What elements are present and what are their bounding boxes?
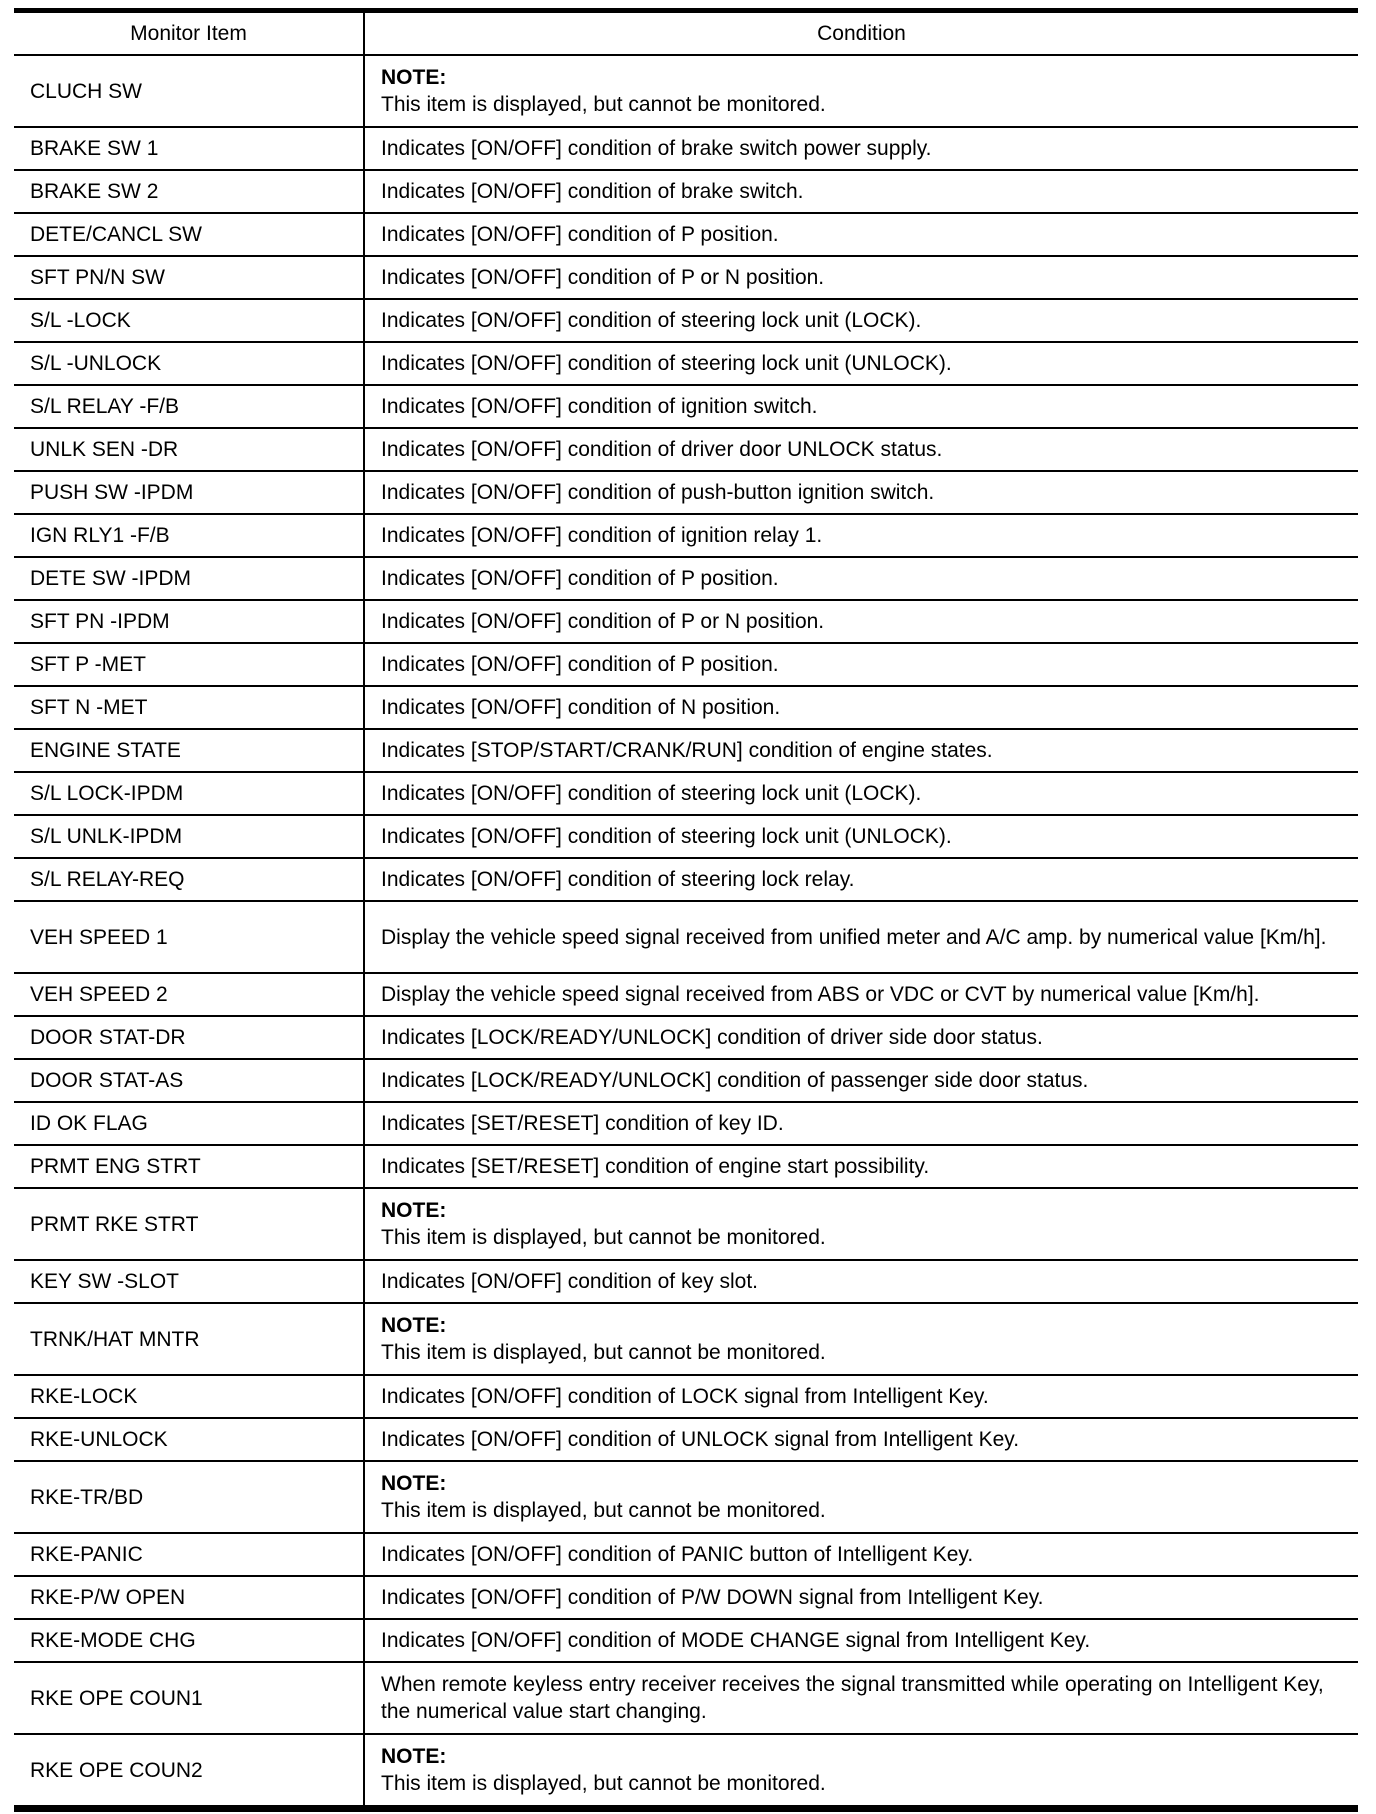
- table-row: [14, 1662, 1358, 1734]
- header-condition: Condition: [364, 11, 1358, 56]
- condition-cell: Indicates [ON/OFF] condition of P/W DOWN signal from Intelligent Key.: [364, 1576, 1358, 1619]
- monitor-item-cell: DETE SW -IPDM: [14, 557, 364, 600]
- table-row: [14, 170, 1358, 213]
- condition-cell: Indicates [SET/RESET] condition of engine start possibility.: [364, 1145, 1358, 1188]
- monitor-item-cell: BRAKE SW 1: [14, 127, 364, 170]
- monitor-item-cell: S/L LOCK-IPDM: [14, 772, 364, 815]
- table-row: [14, 1734, 1358, 1809]
- table-row: [14, 901, 1358, 973]
- table-row: [14, 1418, 1358, 1461]
- table-row: [14, 1576, 1358, 1619]
- monitor-item-cell: RKE-MODE CHG: [14, 1619, 364, 1662]
- condition-cell: Indicates [ON/OFF] condition of ignition switch.: [364, 385, 1358, 428]
- table-row: [14, 55, 1358, 127]
- condition-cell: Indicates [ON/OFF] condition of push-button ignition switch.: [364, 471, 1358, 514]
- condition-cell: Indicates [LOCK/READY/UNLOCK] condition of passenger side door status.: [364, 1059, 1358, 1102]
- monitor-item-cell: S/L RELAY-REQ: [14, 858, 364, 901]
- table-row: [14, 973, 1358, 1016]
- condition-cell: Indicates [ON/OFF] condition of PANIC button of Intelligent Key.: [364, 1533, 1358, 1576]
- table-row: [14, 772, 1358, 815]
- table-row: [14, 729, 1358, 772]
- condition-cell: When remote keyless entry receiver receives the signal transmitted while operating on Intelligent Key, the numerical value start changing.: [364, 1662, 1358, 1734]
- condition-cell: Display the vehicle speed signal received from ABS or VDC or CVT by numerical value [Km/h].: [364, 973, 1358, 1016]
- condition-cell: [364, 1188, 1358, 1260]
- condition-cell: Indicates [ON/OFF] condition of brake switch power supply.: [364, 127, 1358, 170]
- note-text: This item is displayed, but cannot be monitored.: [381, 1499, 826, 1522]
- header-monitor-item: Monitor Item: [14, 11, 364, 56]
- monitor-item-cell: PUSH SW -IPDM: [14, 471, 364, 514]
- monitor-item-cell: KEY SW -SLOT: [14, 1260, 364, 1303]
- condition-cell: [364, 1461, 1358, 1533]
- condition-cell: Indicates [ON/OFF] condition of steering lock unit (LOCK).: [364, 299, 1358, 342]
- note-text: This item is displayed, but cannot be monitored.: [381, 93, 826, 116]
- table-row: [14, 471, 1358, 514]
- monitor-item-cell: RKE-P/W OPEN: [14, 1576, 364, 1619]
- condition-cell: [364, 1303, 1358, 1375]
- table-row: [14, 1016, 1358, 1059]
- monitor-item-cell: TRNK/HAT MNTR: [14, 1303, 364, 1375]
- monitor-item-cell: RKE-LOCK: [14, 1375, 364, 1418]
- condition-cell: Indicates [ON/OFF] condition of UNLOCK signal from Intelligent Key.: [364, 1418, 1358, 1461]
- condition-cell: [364, 1734, 1358, 1809]
- table-row: [14, 514, 1358, 557]
- note-label: NOTE:: [381, 1745, 447, 1768]
- monitor-item-cell: SFT P -MET: [14, 643, 364, 686]
- condition-cell: Indicates [ON/OFF] condition of steering lock unit (UNLOCK).: [364, 815, 1358, 858]
- table-row: [14, 1102, 1358, 1145]
- condition-cell: Indicates [ON/OFF] condition of key slot.: [364, 1260, 1358, 1303]
- condition-cell: Indicates [ON/OFF] condition of N position.: [364, 686, 1358, 729]
- table-row: [14, 428, 1358, 471]
- condition-cell: Indicates [ON/OFF] condition of LOCK signal from Intelligent Key.: [364, 1375, 1358, 1418]
- monitor-item-cell: UNLK SEN -DR: [14, 428, 364, 471]
- monitor-item-cell: S/L -LOCK: [14, 299, 364, 342]
- table-row: [14, 1145, 1358, 1188]
- table-row: [14, 256, 1358, 299]
- table-row: [14, 213, 1358, 256]
- monitor-item-cell: IGN RLY1 -F/B: [14, 514, 364, 557]
- table-row: [14, 1303, 1358, 1375]
- monitor-item-cell: DOOR STAT-DR: [14, 1016, 364, 1059]
- monitor-item-cell: DETE/CANCL SW: [14, 213, 364, 256]
- condition-cell: [364, 55, 1358, 127]
- monitor-item-cell: ENGINE STATE: [14, 729, 364, 772]
- monitor-item-cell: BRAKE SW 2: [14, 170, 364, 213]
- condition-cell: Indicates [ON/OFF] condition of P or N position.: [364, 256, 1358, 299]
- condition-cell: Indicates [ON/OFF] condition of ignition relay 1.: [364, 514, 1358, 557]
- monitor-item-cell: SFT PN -IPDM: [14, 600, 364, 643]
- monitor-item-cell: PRMT ENG STRT: [14, 1145, 364, 1188]
- monitor-item-cell: DOOR STAT-AS: [14, 1059, 364, 1102]
- condition-cell: Indicates [ON/OFF] condition of driver door UNLOCK status.: [364, 428, 1358, 471]
- condition-cell: Indicates [ON/OFF] condition of steering lock relay.: [364, 858, 1358, 901]
- table-row: [14, 342, 1358, 385]
- table-row: [14, 815, 1358, 858]
- monitor-item-cell: RKE OPE COUN1: [14, 1662, 364, 1734]
- note-text: This item is displayed, but cannot be monitored.: [381, 1226, 826, 1249]
- monitor-item-cell: SFT N -MET: [14, 686, 364, 729]
- monitor-item-cell: PRMT RKE STRT: [14, 1188, 364, 1260]
- condition-cell: Indicates [SET/RESET] condition of key ID.: [364, 1102, 1358, 1145]
- table-row: [14, 686, 1358, 729]
- monitor-item-cell: S/L RELAY -F/B: [14, 385, 364, 428]
- monitor-item-cell: RKE-PANIC: [14, 1533, 364, 1576]
- table-row: [14, 1260, 1358, 1303]
- condition-cell: Indicates [ON/OFF] condition of MODE CHANGE signal from Intelligent Key.: [364, 1619, 1358, 1662]
- table-row: [14, 127, 1358, 170]
- monitor-item-table: [14, 8, 1358, 1812]
- condition-cell: Indicates [STOP/START/CRANK/RUN] condition of engine states.: [364, 729, 1358, 772]
- condition-cell: Indicates [ON/OFF] condition of steering lock unit (UNLOCK).: [364, 342, 1358, 385]
- condition-cell: Indicates [ON/OFF] condition of brake switch.: [364, 170, 1358, 213]
- condition-cell: Indicates [ON/OFF] condition of P position.: [364, 213, 1358, 256]
- table-row: [14, 1461, 1358, 1533]
- condition-cell: Indicates [LOCK/READY/UNLOCK] condition of driver side door status.: [364, 1016, 1358, 1059]
- table-row: [14, 1375, 1358, 1418]
- monitor-item-cell: SFT PN/N SW: [14, 256, 364, 299]
- table-row: [14, 557, 1358, 600]
- condition-cell: Display the vehicle speed signal received from unified meter and A/C amp. by numerical value [Km/h].: [364, 901, 1358, 973]
- monitor-item-cell: S/L UNLK-IPDM: [14, 815, 364, 858]
- monitor-item-cell: VEH SPEED 1: [14, 901, 364, 973]
- condition-cell: Indicates [ON/OFF] condition of P position.: [364, 643, 1358, 686]
- monitor-item-cell: RKE OPE COUN2: [14, 1734, 364, 1809]
- monitor-item-cell: RKE-TR/BD: [14, 1461, 364, 1533]
- monitor-item-cell: ID OK FLAG: [14, 1102, 364, 1145]
- note-text: This item is displayed, but cannot be monitored.: [381, 1341, 826, 1364]
- table-row: [14, 1059, 1358, 1102]
- note-label: NOTE:: [381, 1314, 447, 1337]
- table-row: [14, 600, 1358, 643]
- note-label: NOTE:: [381, 1472, 447, 1495]
- table-row: [14, 643, 1358, 686]
- note-text: This item is displayed, but cannot be monitored.: [381, 1772, 826, 1795]
- condition-cell: Indicates [ON/OFF] condition of P or N position.: [364, 600, 1358, 643]
- condition-cell: Indicates [ON/OFF] condition of steering lock unit (LOCK).: [364, 772, 1358, 815]
- table-row: [14, 1188, 1358, 1260]
- monitor-item-cell: RKE-UNLOCK: [14, 1418, 364, 1461]
- monitor-item-cell: CLUCH SW: [14, 55, 364, 127]
- table-row: [14, 1533, 1358, 1576]
- monitor-item-cell: VEH SPEED 2: [14, 973, 364, 1016]
- note-label: NOTE:: [381, 66, 447, 89]
- condition-cell: Indicates [ON/OFF] condition of P position.: [364, 557, 1358, 600]
- monitor-item-cell: S/L -UNLOCK: [14, 342, 364, 385]
- table-row: [14, 385, 1358, 428]
- table-row: [14, 299, 1358, 342]
- table-row: [14, 858, 1358, 901]
- note-label: NOTE:: [381, 1199, 447, 1222]
- table-header-row: [14, 11, 1358, 56]
- table-row: [14, 1619, 1358, 1662]
